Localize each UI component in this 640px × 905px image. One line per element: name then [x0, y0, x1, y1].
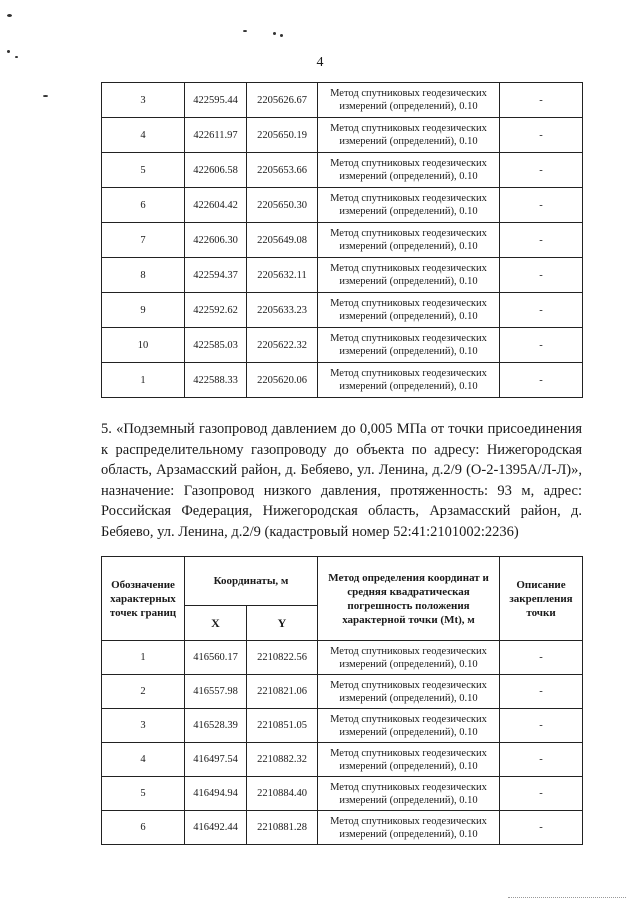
method-line: Метод спутниковых геодезических: [330, 713, 487, 725]
y-coordinate-cell: 2205653.66: [247, 153, 318, 188]
method-cell: [318, 811, 500, 845]
method-line: Метод спутниковых геодезических: [330, 815, 487, 827]
page-number: 4: [316, 55, 324, 70]
point-number-cell: 1: [102, 363, 185, 398]
method-line: Метод спутниковых геодезических: [330, 645, 487, 657]
description-cell: -: [500, 328, 583, 363]
method-cell: [318, 258, 500, 293]
table-row: [102, 709, 583, 743]
method-line: измерений (определений), 0.10: [339, 171, 478, 182]
method-cell: [318, 188, 500, 223]
method-line: Метод спутниковых геодезических: [330, 123, 487, 134]
method-cell: [318, 223, 500, 258]
scan-speck: [43, 95, 48, 97]
y-coordinate-cell: 2210882.32: [247, 743, 318, 777]
x-coordinate-cell: 416492.44: [185, 811, 247, 845]
point-number-cell: 5: [102, 153, 185, 188]
table-row: [102, 258, 583, 293]
method-line: измерений (определений), 0.10: [339, 828, 478, 840]
x-coordinate-cell: 422606.58: [185, 153, 247, 188]
y-coordinate-cell: 2205650.30: [247, 188, 318, 223]
method-line: измерений (определений), 0.10: [339, 726, 478, 738]
method-cell: [318, 83, 500, 118]
table-row: [102, 675, 583, 709]
table-row: [102, 188, 583, 223]
y-coordinate-cell: 2205620.06: [247, 363, 318, 398]
method-line: Метод спутниковых геодезических: [330, 263, 487, 274]
method-line: Метод спутниковых геодезических: [330, 228, 487, 239]
coordinates-table-continued: [101, 82, 583, 398]
table-row: [102, 293, 583, 328]
y-coordinate-cell: 2205633.23: [247, 293, 318, 328]
method-line: измерений (определений), 0.10: [339, 311, 478, 322]
table-row: [102, 777, 583, 811]
x-coordinate-cell: 416528.39: [185, 709, 247, 743]
y-coordinate-cell: 2210821.06: [247, 675, 318, 709]
method-line: Метод спутниковых геодезических: [330, 747, 487, 759]
method-cell: [318, 743, 500, 777]
scan-speck: [280, 34, 283, 37]
table-row: [102, 153, 583, 188]
x-coordinate-cell: 422595.44: [185, 83, 247, 118]
x-coordinate-cell: 422604.42: [185, 188, 247, 223]
x-coordinate-cell: 422588.33: [185, 363, 247, 398]
y-coordinate-cell: 2210884.40: [247, 777, 318, 811]
method-line: Метод спутниковых геодезических: [330, 781, 487, 793]
y-coordinate-cell: 2210822.56: [247, 641, 318, 675]
method-line: Метод спутниковых геодезических: [330, 193, 487, 204]
point-number-cell: 8: [102, 258, 185, 293]
point-number-cell: 10: [102, 328, 185, 363]
x-coordinate-cell: 416560.17: [185, 641, 247, 675]
method-line: Метод спутниковых геодезических: [330, 368, 487, 379]
method-cell: [318, 641, 500, 675]
y-coordinate-cell: 2210851.05: [247, 709, 318, 743]
header-coordinates: Координаты, м: [185, 557, 318, 606]
point-number-cell: 5: [102, 777, 185, 811]
coordinates-table-body: [102, 83, 583, 398]
table-row: [102, 328, 583, 363]
point-number-cell: 6: [102, 811, 185, 845]
x-coordinate-cell: 422606.30: [185, 223, 247, 258]
header-designation: Обозначение характерных точек границ: [102, 557, 185, 641]
method-line: измерений (определений), 0.10: [339, 136, 478, 147]
header-y: Y: [247, 606, 318, 641]
scan-speck: [243, 30, 247, 32]
method-line: Метод спутниковых геодезических: [330, 333, 487, 344]
description-cell: -: [500, 777, 583, 811]
point-number-cell: 3: [102, 83, 185, 118]
method-cell: [318, 118, 500, 153]
method-line: измерений (определений), 0.10: [339, 381, 478, 392]
point-number-cell: 7: [102, 223, 185, 258]
y-coordinate-cell: 2205632.11: [247, 258, 318, 293]
method-line: измерений (определений), 0.10: [339, 241, 478, 252]
method-line: измерений (определений), 0.10: [339, 346, 478, 357]
point-number-cell: 4: [102, 118, 185, 153]
x-coordinate-cell: 422611.97: [185, 118, 247, 153]
method-line: измерений (определений), 0.10: [339, 692, 478, 704]
point-number-cell: 3: [102, 709, 185, 743]
point-number-cell: 4: [102, 743, 185, 777]
method-cell: [318, 328, 500, 363]
x-coordinate-cell: 416494.94: [185, 777, 247, 811]
header-x: X: [185, 606, 247, 641]
method-cell: [318, 675, 500, 709]
point-number-cell: 1: [102, 641, 185, 675]
y-coordinate-cell: 2205622.32: [247, 328, 318, 363]
method-line: измерений (определений), 0.10: [339, 276, 478, 287]
coordinates-table-section-5: [101, 556, 583, 845]
x-coordinate-cell: 422594.37: [185, 258, 247, 293]
header-method: Метод определения координат и средняя квадратическая погрешность положения характерной точки (Mt), м: [318, 557, 500, 641]
description-cell: -: [500, 118, 583, 153]
method-cell: [318, 777, 500, 811]
description-cell: -: [500, 811, 583, 845]
method-line: Метод спутниковых геодезических: [330, 679, 487, 691]
x-coordinate-cell: 422592.62: [185, 293, 247, 328]
section-5-paragraph: 5. «Подземный газопровод давлением до 0,005 МПа от точки присоединения к распределительному газопроводу до объекта по адресу: Нижегородская область, Арзамасский район, д. Бебяево, ул. Ленина, д.2/9 (О-2-1395А/Л-Л)», назначение: Газопровод низкого давления, протяженность: 93 м, адрес: Российская Федерация, Нижегородская область, Арзамасский район, д. Бебяево, ул. Ленина, д.2/9 (кадастровый номер 52:41:2101002:2236): [101, 421, 582, 540]
x-coordinate-cell: 422585.03: [185, 328, 247, 363]
method-line: Метод спутниковых геодезических: [330, 158, 487, 169]
method-line: измерений (определений), 0.10: [339, 760, 478, 772]
method-line: Метод спутниковых геодезических: [330, 88, 487, 99]
table-row: [102, 83, 583, 118]
description-cell: -: [500, 363, 583, 398]
table-row: [102, 118, 583, 153]
method-line: Метод спутниковых геодезических: [330, 298, 487, 309]
description-cell: -: [500, 641, 583, 675]
description-cell: -: [500, 293, 583, 328]
y-coordinate-cell: 2210881.28: [247, 811, 318, 845]
method-cell: [318, 363, 500, 398]
header-description: Описание закрепления точки: [500, 557, 583, 641]
description-cell: -: [500, 153, 583, 188]
description-cell: -: [500, 675, 583, 709]
table-row: [102, 811, 583, 845]
coordinates-table-body: [102, 641, 583, 845]
x-coordinate-cell: 416497.54: [185, 743, 247, 777]
table-row: [102, 223, 583, 258]
table-row: [102, 743, 583, 777]
description-cell: -: [500, 743, 583, 777]
point-number-cell: 2: [102, 675, 185, 709]
scan-speck: [273, 32, 276, 35]
description-cell: -: [500, 83, 583, 118]
y-coordinate-cell: 2205649.08: [247, 223, 318, 258]
method-line: измерений (определений), 0.10: [339, 206, 478, 217]
table-row: [102, 641, 583, 675]
method-cell: [318, 153, 500, 188]
method-line: измерений (определений), 0.10: [339, 794, 478, 806]
description-cell: -: [500, 709, 583, 743]
table-row: [102, 363, 583, 398]
scan-edge-mark: [508, 897, 626, 899]
point-number-cell: 9: [102, 293, 185, 328]
method-line: измерений (определений), 0.10: [339, 101, 478, 112]
x-coordinate-cell: 416557.98: [185, 675, 247, 709]
scan-speck: [7, 14, 12, 17]
y-coordinate-cell: 2205626.67: [247, 83, 318, 118]
scan-speck: [7, 50, 10, 53]
point-number-cell: 6: [102, 188, 185, 223]
y-coordinate-cell: 2205650.19: [247, 118, 318, 153]
method-line: измерений (определений), 0.10: [339, 658, 478, 670]
description-cell: -: [500, 188, 583, 223]
description-cell: -: [500, 223, 583, 258]
method-cell: [318, 709, 500, 743]
method-cell: [318, 293, 500, 328]
description-cell: -: [500, 258, 583, 293]
